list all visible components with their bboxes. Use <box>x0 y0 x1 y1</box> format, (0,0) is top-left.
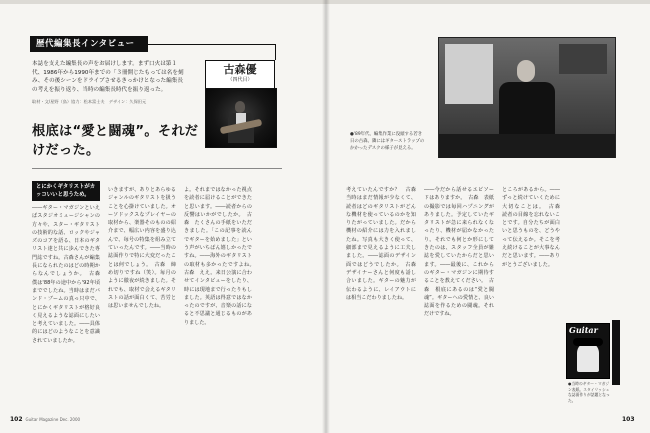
article-credit: 取材・文/星野（鳥）協力：松本富士夫 デザイン：久保田元 <box>32 99 147 104</box>
kicker-rule-vertical <box>275 44 276 60</box>
photo-caption: ●'89年代、編集作業に没頭する若き日の古森。隣にはギターストラップのかかったデスクの様子が見える。 <box>350 132 425 151</box>
interviewee-role: （四代目） <box>227 77 253 83</box>
photo-desk-shape <box>439 134 615 158</box>
cover-hat-shape <box>573 338 603 346</box>
article-column-7 <box>566 186 616 316</box>
article-column-2: いきますが、ありとあらゆるジャンルのギタリストを扱うことを心掛けていました。オーソドックスなプレイヤーの取材から、楽器そのものの紹介まで、幅広い内容を盛り込んで、毎号の特集を組み立てていったんです。――当時の誌面作りで特に大変だったことは何でしょう。 古森 締め切りですね（笑）。毎月のように徹夜が続きました。それでも、取材で会えるギタリストの話が面白くて、苦労とは思いませんでしたね。 <box>108 187 176 310</box>
portrait-head-shape <box>235 101 245 113</box>
folio-right <box>622 416 635 423</box>
folio-left-number: 102 <box>10 416 23 423</box>
question-box: とにかくギタリストがカッコいいと思うため。 <box>32 181 100 201</box>
page-gutter <box>322 0 330 433</box>
article-lead: 本誌を支えた編集長の声をお届けします。まず口火は第１代、1986年から1990年までの「３冊開じたもっては名を刻み、その後シーンをドライブさせるきっかけとなった編集長の考えを振り返り、当時の編集長時代を振り返った。 <box>32 61 184 93</box>
article-column-3b <box>258 186 316 410</box>
section-kicker: 歴代編集長インタビュー <box>30 36 148 52</box>
photo-person-head-shape <box>517 60 535 82</box>
photo-shelf-shape <box>559 44 607 74</box>
article-column-6: ところがあるから。――ずっと続けていくために大切なことは。 古森 読者の目線を忘れないことです。自分たちが面白いと思うものを、どうやって伝えるか。そこを考え続けることが大事なんだと思います。――ありがとうございました。 <box>502 187 566 268</box>
folio-left <box>10 416 80 423</box>
magazine-caption: ●当時のギター・マガジン表紙。スタイリッシュな誌面作りが話題となった。 <box>568 381 610 403</box>
folio-left-sub: Guitar Magazine Dec. 2000 <box>25 417 81 422</box>
article-column-1: ――ギター・マガジンといえばスタジオミュージシャンの方々や、スター・ギタリストの技術的な話、ロックやジャズのコアを語る、日本のギタリスト達と共に歩んできた専門誌ですね。古森さんが編集長になられたのはどの時期からなんでしょうか。 古森 僕は'88年の途中から'92年頃まででしたね。当時はまだバンド・ブームの真っ只中で、とにかくギタリストが格好良く見えるような誌面にしたいと考えていました。――具体的にはどのようなことを意識されていましたか。 <box>32 205 106 344</box>
vertical-tab <box>612 320 620 385</box>
article-column-5: ――今だから話せるエピソードはありますか。 古森 表紙の撮影では毎回ハプニングがありました。予定していたギタリストが急に来られなくなったり、機材が届かなかったり。それでも何とか形にしてきたのは、スタッフ全員が雑誌を愛していたからだと思います。――最後に、これからのギター・マガジンに期待することを教えてください。 古森 根底にあるのは“愛と闘魂”。ギターへの愛情と、良い誌面を作るための闘魂。それだけですね。 <box>424 187 494 318</box>
headline-rule <box>32 168 282 169</box>
folio-right-number: 103 <box>622 416 635 423</box>
article-column-4: 考えていたんですか？ 古森 当時はまだ情報が少なくて、読者はどのギタリストがどんな機材を使っているのかを知りたがっていました。だから機材の紹介には力を入れましたね。写真も大きく使って、細部まで見えるように工夫しました。――誌面のデザイン面ではどうでしたか。 古森 デザイナーさんと何度も話し合いました。ギターの魅力が伝わるように、レイアウトには相当こだわりましたね。 <box>346 187 422 301</box>
magazine-cover <box>566 323 610 379</box>
cover-figure-shape <box>577 342 599 372</box>
editor-photo <box>438 37 616 158</box>
photo-window-shape <box>445 44 493 104</box>
cover-title: Guitar <box>569 325 598 335</box>
kicker-rule <box>148 44 276 45</box>
article-headline: 根底は“愛と闘魂”。それだけだった。 <box>32 124 199 158</box>
interviewee-name: 古森優 <box>223 63 257 76</box>
interviewee-namebox <box>205 60 275 90</box>
interviewee-portrait <box>205 88 277 148</box>
article-column-3: よ。それまではなかった視点を読者に届けることができたと思います。――読者からの反響はいかがでしたか。 古森 たくさんの手紙をいただきました。「この記事を読んでギターを始めました」という声がいちばん嬉しかったですね。――海外のギタリストの取材も多かったですよね。 古森 ええ。来日公演に合わせてインタビューをしたり、時には現地まで行ったりもしました。英語は得意ではなかったのですが、音楽の話になると不思議と通じるものがありました。 <box>184 187 258 326</box>
